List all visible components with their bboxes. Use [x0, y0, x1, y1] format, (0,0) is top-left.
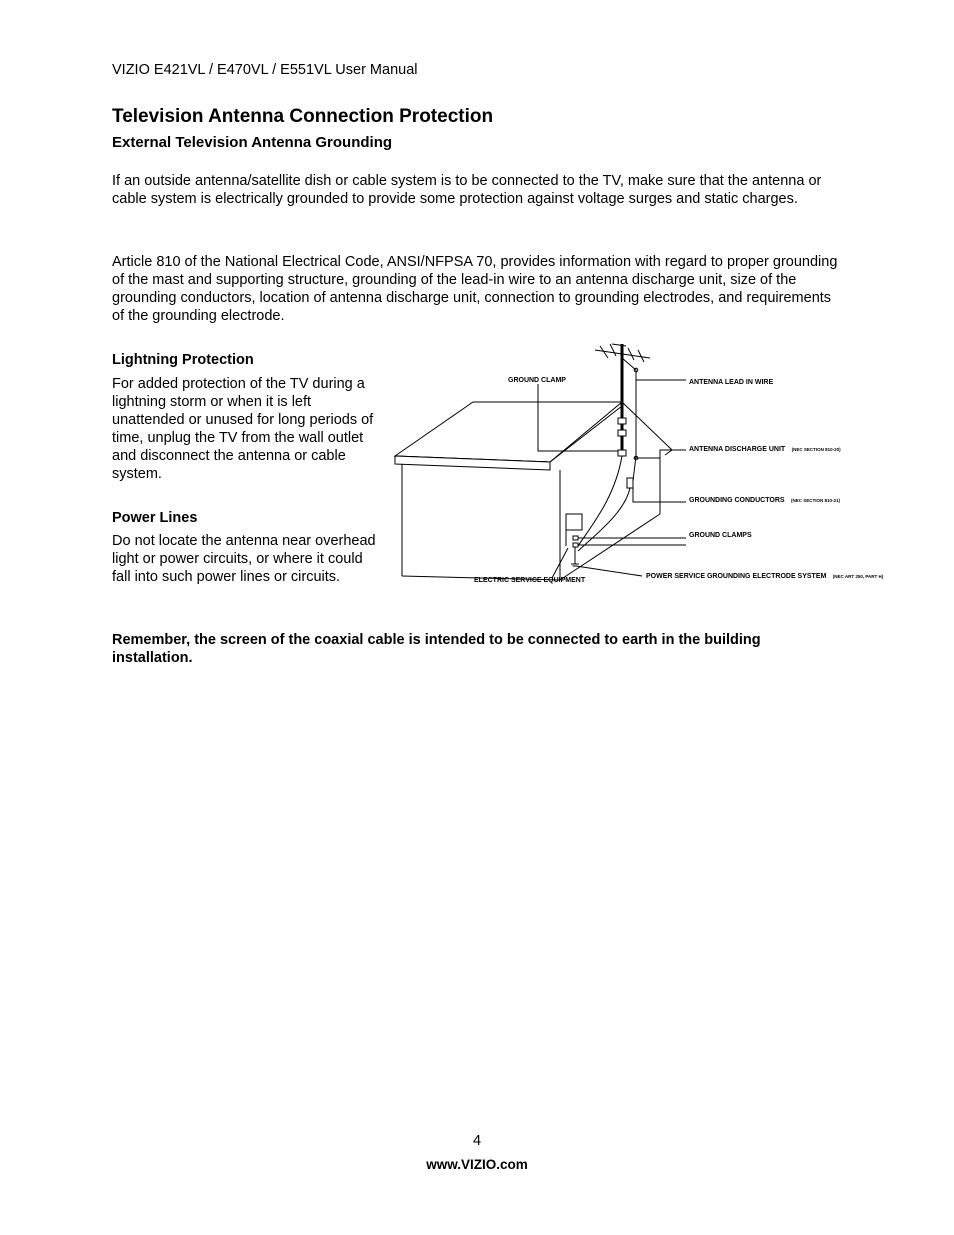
house-icon — [395, 402, 672, 580]
power-lines-text: Do not locate the antenna near overhead light or power circuits, or where it could fall into such power lines or circuits. — [112, 533, 376, 585]
section-subtitle: External Television Antenna Grounding — [112, 134, 393, 151]
label-antenna-discharge-unit: ANTENNA DISCHARGE UNIT (NEC SECTION 810-20) — [689, 446, 841, 453]
power-lines-heading: Power Lines — [112, 510, 198, 526]
remember-note: Remember, the screen of the coaxial cable is intended to be connected to earth in the building installation. — [112, 632, 761, 666]
electric-service-box-icon — [566, 514, 582, 530]
label-ground-clamps: GROUND CLAMPS — [689, 532, 752, 539]
label-antenna-lead-in-wire: ANTENNA LEAD IN WIRE — [689, 379, 774, 386]
lightning-heading: Lightning Protection — [112, 352, 254, 368]
page-header: VIZIO E421VL / E470VL / E551VL User Manual — [112, 62, 418, 78]
footer-url: www.VIZIO.com — [426, 1157, 528, 1172]
grounding-paragraph: If an outside antenna/satellite dish or cable system is to be connected to the TV, make sure that the antenna or cable system is electrically grounded to provide some protection against voltage surges and static charges. — [112, 173, 822, 207]
label-ground-clamp: GROUND CLAMP — [508, 377, 566, 384]
label-electric-service-equipment: ELECTRIC SERVICE EQUIPMENT — [474, 577, 586, 584]
label-power-service-grounding: POWER SERVICE GROUNDING ELECTRODE SYSTEM (NEC ART 250, PART H) — [646, 573, 884, 580]
section-title: Television Antenna Connection Protection — [112, 106, 494, 127]
label-grounding-conductors: GROUNDING CONDUCTORS (NEC SECTION 810-21) — [689, 497, 841, 504]
antenna-grounding-diagram — [390, 336, 890, 596]
page-number: 4 — [472, 1133, 482, 1149]
nec-article-paragraph: Article 810 of the National Electrical Code, ANSI/NFPSA 70, provides information with regard to proper grounding of the mast and supporting structure, grounding of the lead-in wire to an antenna discharge unit, size of the grounding conductors, location of antenna discharge unit, connection to grounding electrodes, and requirements of the grounding electrode. — [112, 254, 838, 324]
lightning-text: For added protection of the TV during a lightning storm or when it is left unattended or unused for long periods of time, unplug the TV from the wall outlet and disconnect the antenna or cable system. — [112, 376, 374, 482]
antenna-discharge-unit-icon — [627, 478, 633, 488]
antenna-icon — [595, 344, 650, 456]
